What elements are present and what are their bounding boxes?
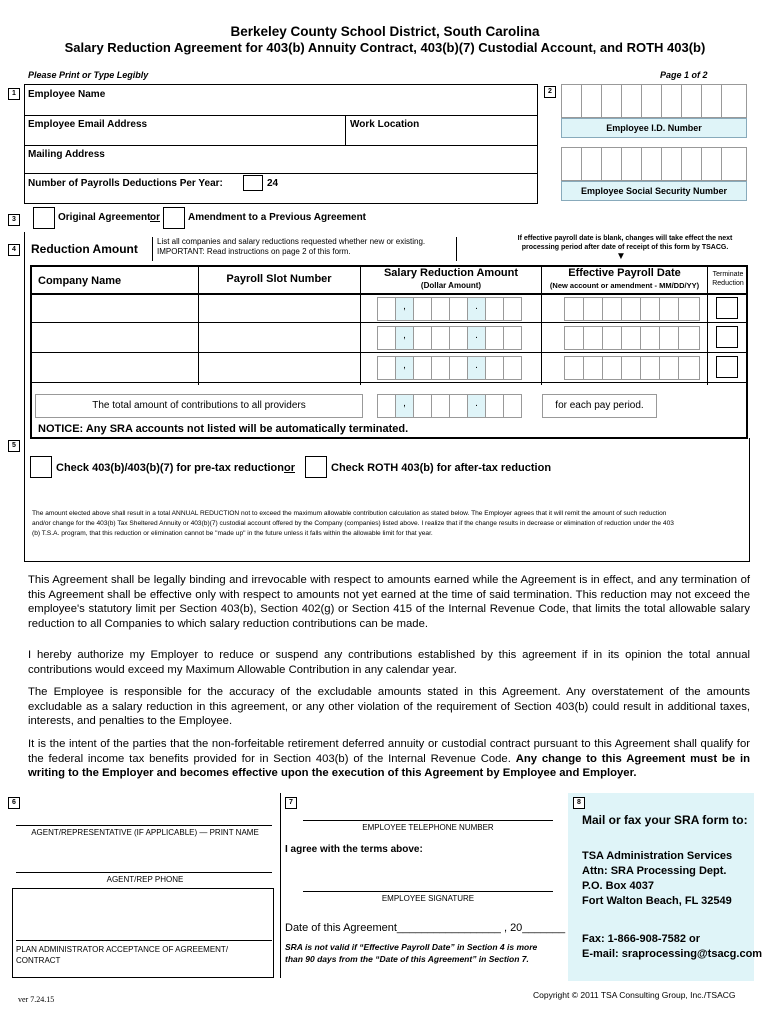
payrolls-value: 24 — [267, 178, 279, 189]
original-agreement-label: Original Agreement — [58, 212, 151, 223]
digit-cell[interactable] — [377, 326, 396, 350]
digit-cell[interactable] — [449, 356, 468, 380]
employee-signature-field[interactable] — [303, 876, 553, 891]
page-number: Page 1 of 2 — [660, 70, 708, 80]
section-6-number: 6 — [8, 797, 20, 809]
col-date-header: Effective Payroll Date — [568, 267, 681, 279]
ssn-digit-cell[interactable] — [561, 147, 582, 181]
validity-warning-line-1: SRA is not valid if “Effective Payroll Date” in Section 4 is more — [285, 942, 538, 952]
employee-name-label: Employee Name — [28, 89, 106, 100]
date-cell[interactable] — [564, 356, 584, 380]
agreement-paragraph-1: This Agreement shall be legally binding and irrevocable with respect to amounts earned while the Agreement is in effect, and any termination of this Agreement shall be effective only with respect to amounts not yet earned at the time of said termination. This reduction may not exceed the employee's statutory limit per Section 403(b), Section 402(g) or Section 415 of the Internal Revenue Code, that limits the total allowable salary reduction to all Companies to which salary reduction contributions can be made. — [28, 574, 750, 630]
or-label: or — [150, 212, 160, 223]
signature-line — [16, 940, 272, 941]
section-5-number: 5 — [8, 440, 20, 452]
district-title: Berkeley County School District, South Carolina — [230, 24, 540, 39]
email-address[interactable]: E-mail: sraprocessing@tsacg.com — [582, 948, 763, 960]
date-cell[interactable] — [640, 297, 660, 321]
reduction-amount-title: Reduction Amount — [31, 242, 138, 256]
pretax-checkbox[interactable] — [30, 456, 52, 478]
employee-phone-field[interactable] — [303, 806, 553, 820]
digit-cell[interactable]: . — [467, 297, 486, 321]
section-2-number: 2 — [544, 86, 556, 98]
signature-line — [303, 891, 553, 892]
reduction-label: Reduction — [712, 280, 744, 287]
agent-name-label: AGENT/REPRESENTATIVE (IF APPLICABLE) — PRINT NAME — [31, 828, 259, 837]
ssn-label: Employee Social Security Number — [561, 181, 747, 201]
digit-cell[interactable] — [503, 297, 522, 321]
amount-grid[interactable] — [377, 356, 539, 380]
ssn-digit-cell[interactable] — [601, 147, 622, 181]
ssn-digit-cell[interactable] — [621, 147, 642, 181]
email-label: Employee Email Address — [28, 119, 148, 130]
divider — [24, 115, 538, 116]
city-state-zip: Fort Walton Beach, FL 32549 — [582, 895, 732, 907]
ssn-digit-cell[interactable] — [641, 147, 662, 181]
date-cell[interactable] — [583, 326, 603, 350]
col-terminate-header — [708, 270, 748, 288]
org-name: TSA Administration Services — [582, 850, 733, 862]
date-cell[interactable] — [640, 326, 660, 350]
or-label: or — [284, 462, 295, 474]
agreement-paragraph-2: I hereby authorize my Employer to reduce or suspend any contributions established by this agreement if in its opinion the total annual contributions would exceed my Maximum Allowable Contribution in any calendar year. — [28, 649, 750, 676]
attn-line: Attn: SRA Processing Dept. — [582, 865, 727, 877]
amendment-checkbox[interactable] — [163, 207, 185, 229]
date-grid[interactable] — [564, 326, 704, 350]
amount-grid[interactable] — [377, 326, 539, 350]
digit-cell[interactable]: , — [395, 356, 414, 380]
digit-cell[interactable] — [413, 394, 432, 418]
intent-text: It is the intent of the parties that the non-forfeitable retirement deferred annuity or custodial contract pursuant to this Agreement shall qualify for the federal income tax benefits provided for in Section 403(b) of the Internal Revenue Code. — [28, 738, 750, 765]
col-company-header: Company Name — [38, 275, 122, 287]
email-field[interactable] — [25, 131, 345, 143]
digit-cell[interactable]: , — [395, 326, 414, 350]
fine-print-line: and/or change for the 403(b) Tax Sheltered Annuity or 403(b)(7) custodial account offered by the Company (companies) listed above. I realize that if the change results in decrease or elimination of reduction under the 403 — [32, 520, 674, 527]
original-agreement-checkbox[interactable] — [33, 207, 55, 229]
plan-admin-line-1: PLAN ADMINISTRATOR ACCEPTANCE OF AGREEMENT/ — [16, 945, 229, 954]
agreement-paragraph-3: The Employee is responsible for the accuracy of the excludable amounts stated in this Agreement. Any overstatement of the amounts excludable as a salary reduction in this agreement, or any other violation of the requirement of Section 403(b) could result in additional taxes, interests, and penalties to the Employee. — [28, 686, 750, 727]
digit-cell[interactable] — [485, 326, 504, 350]
date-cell[interactable] — [583, 356, 603, 380]
work-location-field[interactable] — [346, 131, 536, 143]
instruction-box — [152, 237, 457, 261]
payroll-date-note — [500, 234, 750, 252]
amount-grid[interactable] — [377, 297, 539, 321]
contact-info — [582, 932, 762, 962]
digit-cell[interactable] — [377, 356, 396, 380]
terminate-checkbox[interactable] — [716, 297, 738, 319]
date-cell[interactable] — [621, 297, 641, 321]
section-1-number: 1 — [8, 88, 20, 100]
ssn-digit-cell[interactable] — [721, 147, 747, 181]
digit-cell[interactable] — [431, 394, 450, 418]
version-label: ver 7.24.15 — [18, 995, 55, 1004]
date-cell[interactable] — [678, 326, 700, 350]
date-cell[interactable] — [583, 297, 603, 321]
employee-signature-label: EMPLOYEE SIGNATURE — [381, 894, 475, 903]
date-cell[interactable] — [602, 326, 622, 350]
digit-cell[interactable] — [377, 394, 396, 418]
digit-cell[interactable] — [449, 326, 468, 350]
agree-label: I agree with the terms above: — [285, 844, 423, 855]
id-digit-cell[interactable] — [661, 84, 682, 118]
id-digit-cell[interactable] — [581, 84, 602, 118]
change-notice-text: Any change to this Agreement must be in writing to the Employer and becomes effective upon the execution of this Agreement by Employee and Employer. — [28, 752, 750, 779]
date-cell[interactable] — [621, 326, 641, 350]
col-amount-header: Salary Reduction Amount — [383, 267, 519, 279]
digit-cell[interactable] — [485, 394, 504, 418]
agreement-date-field[interactable]: Date of this Agreement_________________ , 20_______ — [285, 922, 566, 934]
fine-print — [32, 509, 748, 539]
payroll-note-line-1: If effective payroll date is blank, changes will take effect the next — [517, 235, 733, 242]
form-title: Salary Reduction Agreement for 403(b) Annuity Contract, 403(b)(7) Custodial Account, and ROTH 403(b) — [64, 40, 706, 55]
id-digit-cell[interactable] — [681, 84, 702, 118]
digit-cell[interactable] — [449, 394, 468, 418]
employee-id-grid[interactable] — [561, 84, 747, 118]
mail-fax-heading: Mail or fax your SRA form to: — [582, 813, 748, 827]
date-grid[interactable] — [564, 356, 704, 380]
terminate-checkbox[interactable] — [716, 356, 738, 378]
terminate-checkbox[interactable] — [716, 326, 738, 348]
terminate-label: Terminate — [712, 271, 744, 278]
total-amount-grid[interactable] — [377, 394, 539, 418]
section-4-number: 4 — [8, 244, 20, 256]
date-cell[interactable] — [602, 297, 622, 321]
ssn-digit-cell[interactable] — [701, 147, 722, 181]
employee-id-label: Employee I.D. Number — [561, 118, 747, 138]
signature-line — [303, 820, 553, 821]
date-cell[interactable] — [659, 297, 679, 321]
date-cell[interactable] — [678, 297, 700, 321]
id-digit-cell[interactable] — [561, 84, 582, 118]
ssn-digit-cell[interactable] — [681, 147, 702, 181]
divider — [24, 145, 538, 146]
digit-cell[interactable]: . — [467, 356, 486, 380]
validity-warning — [285, 941, 537, 965]
digit-cell[interactable] — [485, 356, 504, 380]
amendment-label: Amendment to a Previous Agreement — [188, 212, 367, 223]
ssn-grid[interactable] — [561, 147, 747, 181]
ssn-digit-cell[interactable] — [661, 147, 682, 181]
company-name-field[interactable] — [32, 295, 197, 321]
divider — [24, 173, 538, 174]
digit-cell[interactable] — [431, 297, 450, 321]
signature-line — [16, 872, 272, 873]
digit-cell[interactable] — [449, 297, 468, 321]
section-3-number: 3 — [8, 214, 20, 226]
divider — [30, 382, 748, 383]
employee-phone-label: EMPLOYEE TELEPHONE NUMBER — [362, 823, 494, 832]
digit-cell[interactable] — [503, 394, 522, 418]
po-box: P.O. Box 4037 — [582, 880, 654, 892]
fine-print-line: (b) T.S.A. program, that this reduction or elimination cannot be "made up" in the future unless it falls within the allowable limit for that year. — [32, 530, 433, 537]
payrolls-checkbox[interactable] — [243, 175, 263, 191]
pretax-label: Check 403(b)/403(b)(7) for pre-tax reduction — [56, 462, 284, 474]
date-grid[interactable] — [564, 297, 704, 321]
agent-name-field[interactable] — [16, 808, 272, 825]
instruction-line-1: List all companies and salary reductions requested whether new or existing. — [157, 237, 426, 246]
plan-admin-line-2: CONTRACT — [16, 956, 61, 965]
digit-cell[interactable] — [413, 297, 432, 321]
date-cell[interactable] — [564, 326, 584, 350]
fine-print-line: The amount elected above shall result in a total ANNUAL REDUCTION not to exceed the maximum allowable contribution calculation as stated below. The Employer agrees that it will remit the amount of such reduction — [32, 510, 667, 517]
signature-line — [16, 825, 272, 826]
date-cell[interactable] — [659, 356, 679, 380]
id-digit-cell[interactable] — [641, 84, 662, 118]
digit-cell[interactable]: , — [395, 394, 414, 418]
col-amount-subheader: (Dollar Amount) — [420, 281, 482, 290]
roth-checkbox[interactable] — [305, 456, 327, 478]
company-name-field[interactable] — [32, 324, 197, 351]
print-note: Please Print or Type Legibly — [28, 70, 149, 80]
section-5-box — [24, 438, 750, 562]
digit-cell[interactable] — [377, 297, 396, 321]
col-date-subheader: (New account or amendment - MM/DD/YY) — [549, 281, 700, 290]
payroll-note-line-2: processing period after date of receipt of this form by TSACG. — [521, 244, 729, 251]
col-slot-header: Payroll Slot Number — [226, 273, 332, 285]
divider — [30, 322, 748, 323]
employee-name-field[interactable] — [25, 100, 537, 114]
agent-phone-field[interactable] — [16, 858, 272, 872]
digit-cell[interactable] — [485, 297, 504, 321]
digit-cell[interactable] — [431, 326, 450, 350]
plan-admin-label — [16, 944, 228, 966]
agreement-paragraph-4 — [28, 737, 750, 781]
work-location-label: Work Location — [350, 119, 420, 130]
date-cell[interactable] — [678, 356, 700, 380]
section-7-number: 7 — [285, 797, 297, 809]
total-contributions-label: The total amount of contributions to all providers — [35, 394, 363, 418]
digit-cell[interactable] — [503, 326, 522, 350]
pay-period-label: for each pay period. — [542, 394, 657, 418]
date-cell[interactable] — [564, 297, 584, 321]
payrolls-label: Number of Payrolls Deductions Per Year: — [28, 178, 223, 189]
down-arrow-icon: ▼ — [616, 251, 626, 262]
copyright-text: Copyright © 2011 TSA Consulting Group, Inc./TSACG — [533, 990, 736, 1000]
id-digit-cell[interactable] — [721, 84, 747, 118]
digit-cell[interactable]: , — [395, 297, 414, 321]
company-name-field[interactable] — [32, 354, 197, 381]
id-digit-cell[interactable] — [621, 84, 642, 118]
date-cell[interactable] — [640, 356, 660, 380]
digit-cell[interactable]: . — [467, 326, 486, 350]
section-7-divider — [280, 793, 281, 978]
mailing-address-field[interactable] — [25, 160, 537, 172]
divider — [30, 352, 748, 353]
slot-number-field[interactable] — [200, 324, 359, 351]
slot-number-field[interactable] — [200, 354, 359, 381]
agent-phone-label: AGENT/REP PHONE — [106, 875, 184, 884]
section-8-number: 8 — [573, 797, 585, 809]
roth-label: Check ROTH 403(b) for after-tax reduction — [331, 462, 552, 474]
id-digit-cell[interactable] — [601, 84, 622, 118]
notice-text: NOTICE: Any SRA accounts not listed will be automatically terminated. — [38, 423, 409, 435]
digit-cell[interactable] — [413, 356, 432, 380]
mailing-address — [582, 849, 732, 909]
date-cell[interactable] — [621, 356, 641, 380]
fax-number: Fax: 1-866-908-7582 or — [582, 933, 701, 945]
instruction-line-2: IMPORTANT: Read instructions on page 2 of this form. — [157, 247, 351, 256]
digit-cell[interactable] — [431, 356, 450, 380]
ssn-digit-cell[interactable] — [581, 147, 602, 181]
id-digit-cell[interactable] — [701, 84, 722, 118]
date-cell[interactable] — [602, 356, 622, 380]
mailing-address-label: Mailing Address — [28, 149, 105, 160]
digit-cell[interactable] — [503, 356, 522, 380]
digit-cell[interactable]: . — [467, 394, 486, 418]
slot-number-field[interactable] — [200, 295, 359, 321]
digit-cell[interactable] — [413, 326, 432, 350]
date-cell[interactable] — [659, 326, 679, 350]
validity-warning-line-2: than 90 days from the “Date of this Agreement” in Section 7. — [285, 954, 529, 964]
